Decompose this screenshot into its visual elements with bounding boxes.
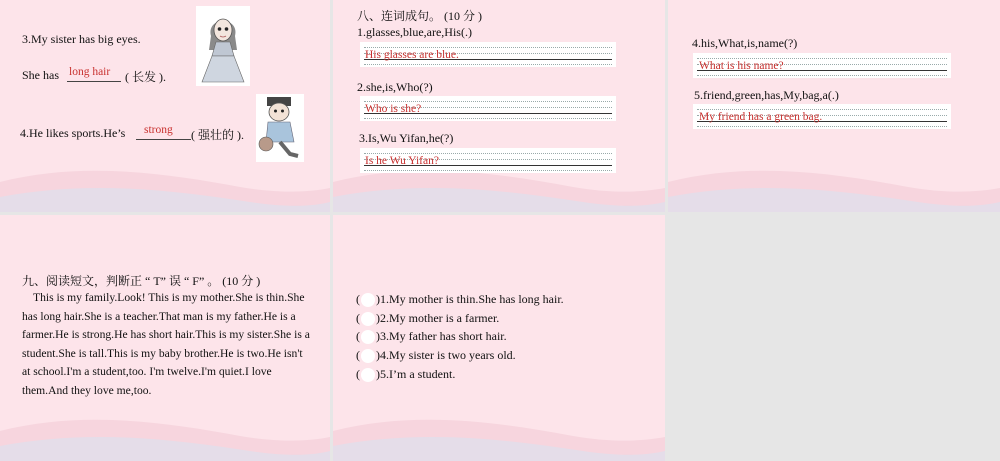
slide-2: [333, 0, 665, 212]
slide-5: [333, 215, 665, 461]
question-3-hint: ( 长发 ).: [125, 70, 166, 84]
section-eight-title: 八、连词成句。 (10 分 ): [357, 9, 482, 23]
scrambled-words-5: 5.friend,green,has,My,bag,a(.): [694, 88, 839, 102]
writing-lines: [693, 104, 951, 129]
question-4-label: 4.He likes sports.He’s: [20, 126, 126, 140]
reading-passage: This is my family.Look! This is my mother.She is thin.She has long hair.She is a teacher.That man is my father.He is a farmer.He is strong.He has short hair.This is my sister.She is a student.She is tall.This is my baby brother.He is two.He isn't at school.I'm a student,too. I'm twelve.I'm quiet.I love them.And they love me,too.: [22, 291, 310, 397]
judge-item-1: ( )1.My mother is thin.She has long hair.: [356, 292, 564, 306]
judge-item-4: ( )4.My sister is two years old.: [356, 348, 516, 362]
answer-blank: [67, 66, 121, 82]
judge-item-2: ( )2.My mother is a farmer.: [356, 311, 500, 325]
writing-lines: [360, 148, 616, 173]
boy-basketball-illustration: [256, 94, 304, 162]
writing-lines: [360, 42, 616, 67]
judge-item-3: ( )3.My father has short hair.: [356, 329, 507, 343]
wave-decoration: [668, 142, 1000, 212]
question-3-answer: long hair: [69, 66, 111, 78]
writing-lines: [360, 96, 616, 121]
writing-lines: [693, 53, 951, 78]
scrambled-words-1: 1.glasses,blue,are,His(.): [357, 25, 472, 39]
answer-blank: [136, 124, 191, 140]
question-3-label: 3.My sister has big eyes.: [22, 32, 141, 46]
wave-decoration: [333, 391, 665, 461]
answer-4: What is his name?: [699, 60, 784, 72]
slide-3: [668, 0, 1000, 212]
girl-illustration: [196, 6, 250, 86]
answer-3: Is he Wu Yifan?: [365, 155, 439, 167]
scrambled-words-4: 4.his,What,is,name(?): [692, 36, 798, 50]
slide-4: [0, 215, 330, 461]
section-nine-title: 九、阅读短文，判断正 “ T” 误 “ F” 。 (10 分 ): [22, 274, 261, 288]
question-3-prefix: She has: [22, 68, 59, 82]
answer-box[interactable]: [361, 312, 375, 326]
answer-5: My friend has a green bag.: [699, 111, 823, 123]
answer-box[interactable]: [361, 330, 375, 344]
answer-box[interactable]: [361, 368, 375, 382]
question-4-answer: strong: [144, 124, 173, 136]
answer-2: Who is she?: [365, 103, 422, 115]
slide-1: [0, 0, 330, 212]
wave-decoration: [0, 391, 330, 461]
judge-item-5: ( )5.I’m a student.: [356, 367, 456, 381]
answer-1: His glasses are blue.: [365, 49, 459, 61]
empty-cell: [668, 215, 1000, 461]
answer-box[interactable]: [361, 293, 375, 307]
scrambled-words-2: 2.she,is,Who(?): [357, 80, 433, 94]
scrambled-words-3: 3.Is,Wu Yifan,he(?): [359, 131, 454, 145]
answer-box[interactable]: [361, 349, 375, 363]
question-4-hint: ( 强壮的 ).: [191, 128, 244, 142]
